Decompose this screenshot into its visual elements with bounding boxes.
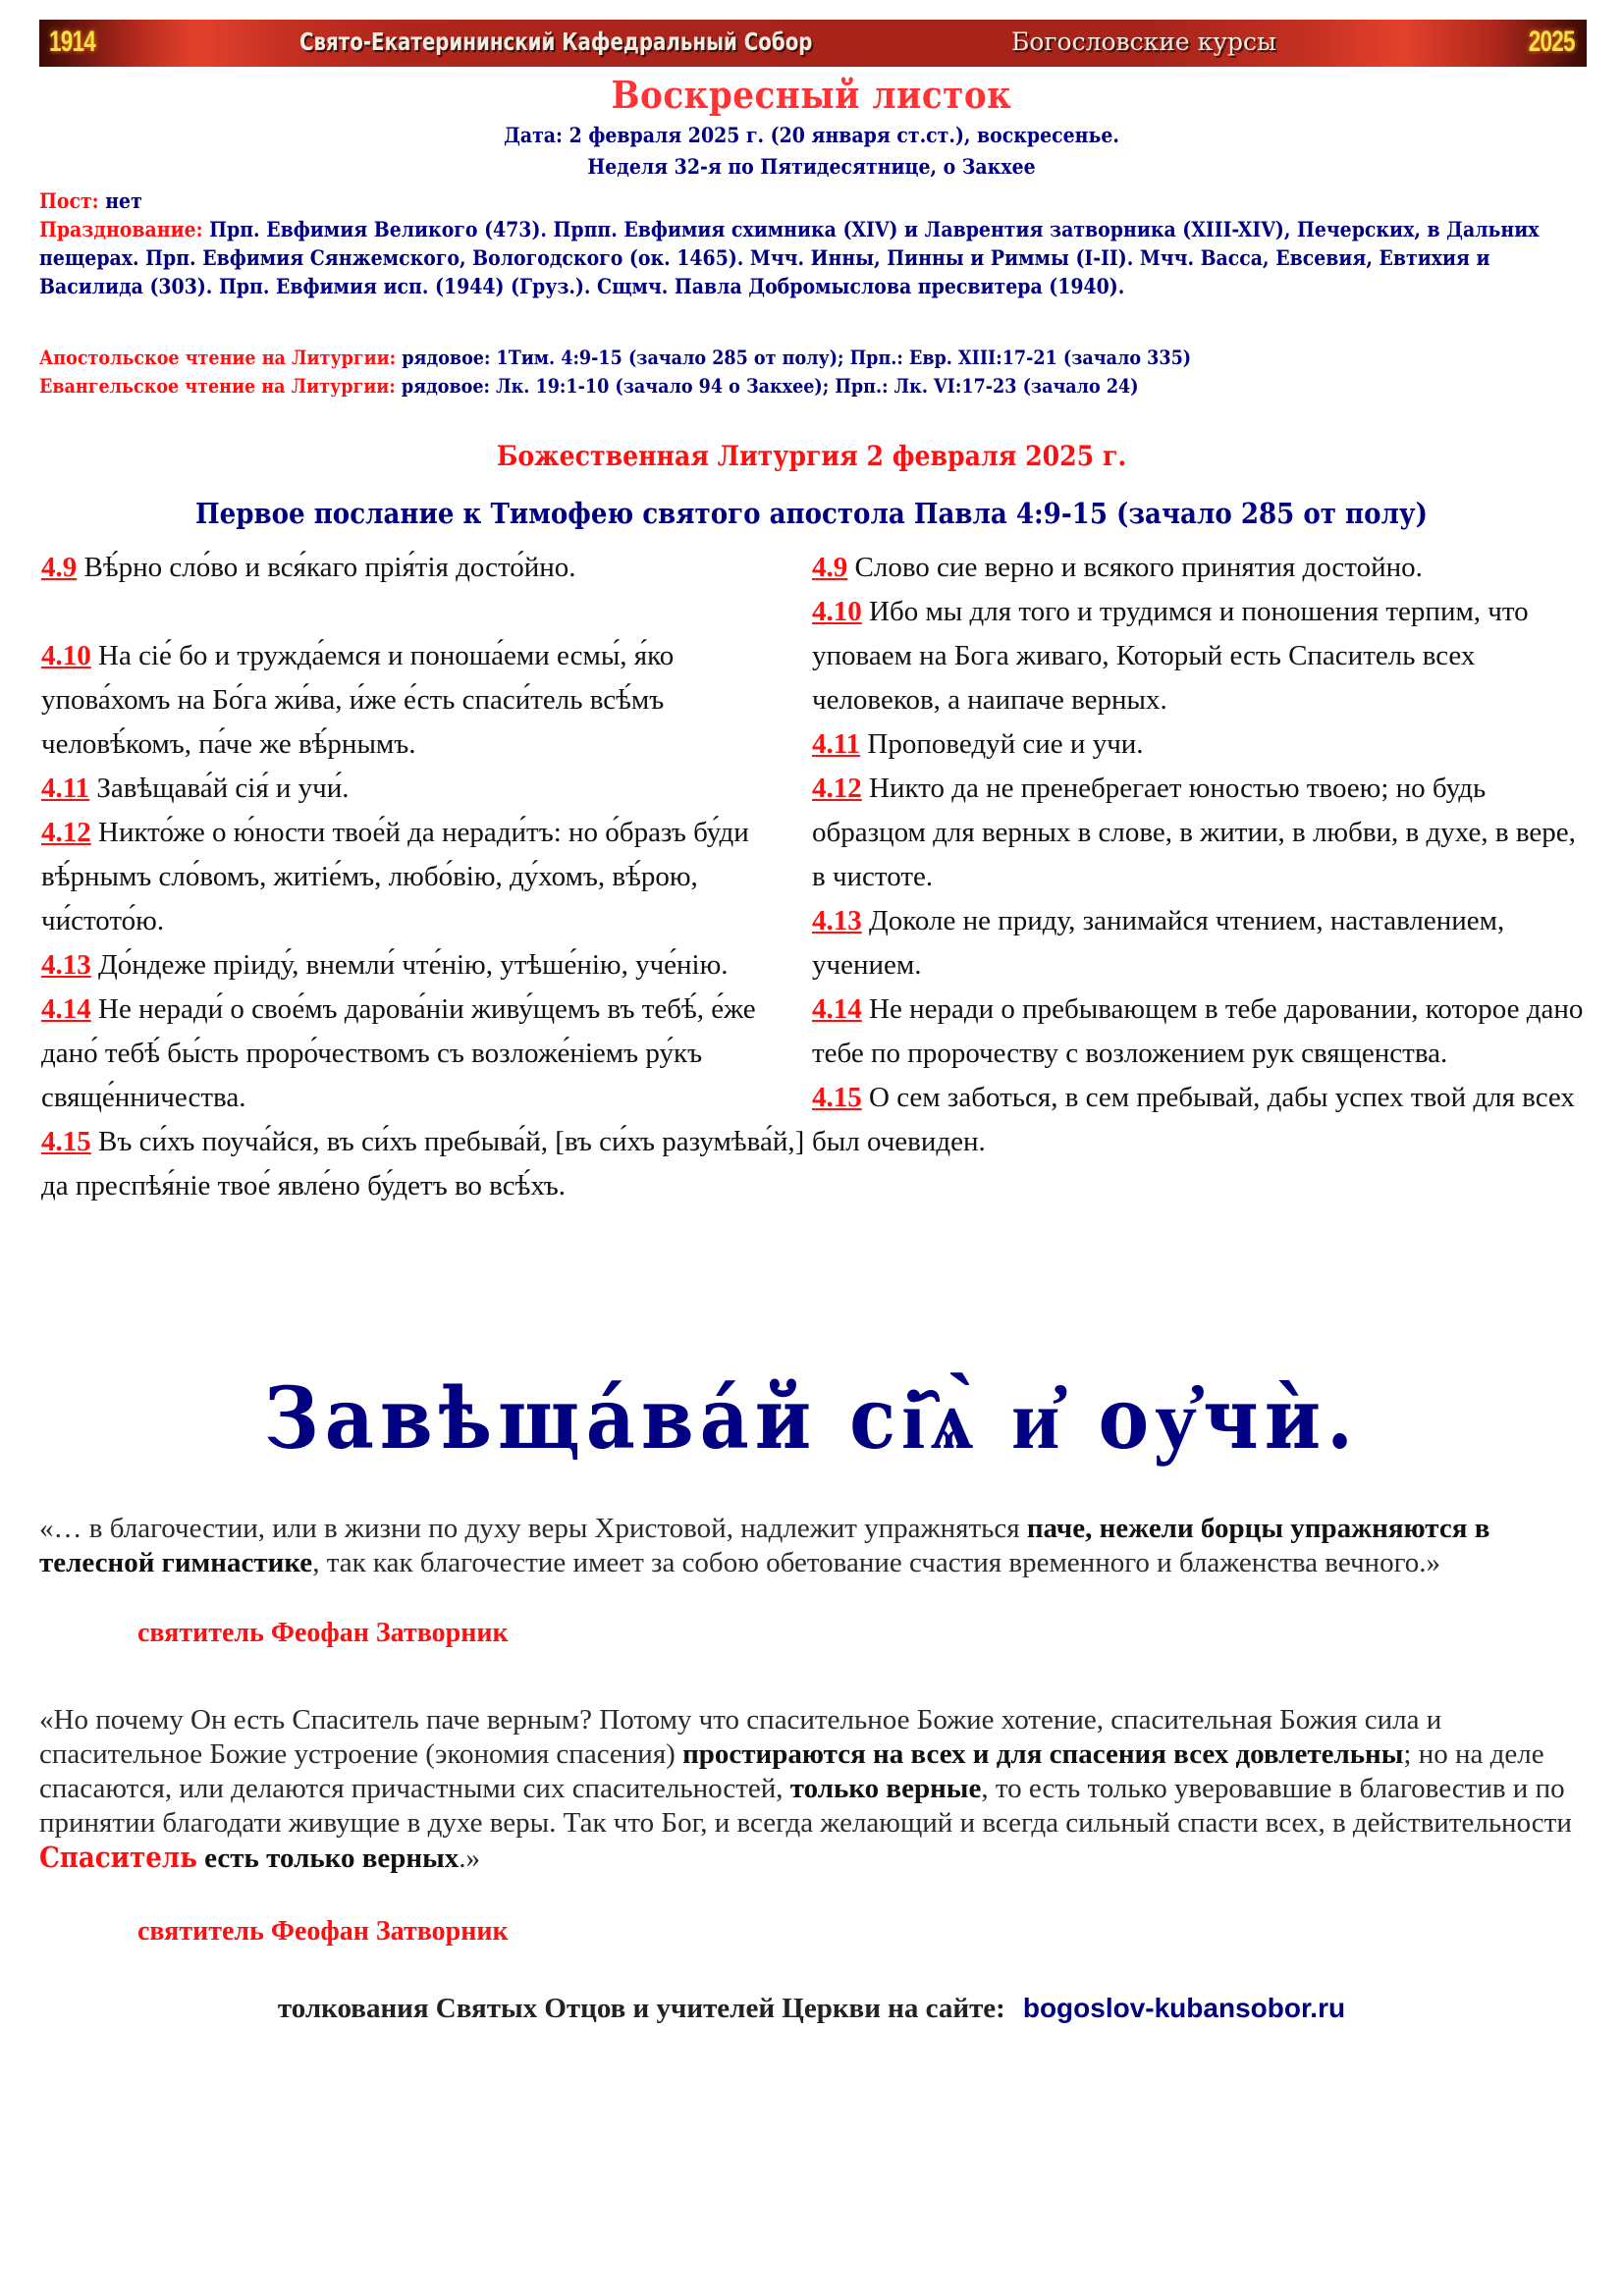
verse-text: Не неради́ о свое́мъ дарова́нiи живу́щемъ въ тебѣ́, е́же дано́ тебѣ́ бы́сть проро́чествомъ съ возложе́нiемъ ру́къ свяще́нничества.	[41, 993, 756, 1113]
verse-ru	[812, 988, 1588, 1076]
quote-text: .»	[459, 1842, 481, 1874]
verse-text: Въ си́хъ поуча́йся, въ си́хъ пребыва́й, [въ си́хъ разумѣва́й,] да преспѣя́нiе твое́ явле́но бу́детъ во всѣ́хъ.	[41, 1126, 805, 1201]
quote-author: святитель Феофан Затворник	[137, 1618, 509, 1648]
header-banner	[39, 20, 1587, 67]
verse-number-link[interactable]: 4.12	[812, 773, 862, 804]
verse-ru	[812, 899, 1588, 988]
quote-bold: только верные	[789, 1773, 982, 1804]
fast-info	[39, 187, 1591, 215]
verse-cs	[41, 811, 807, 943]
slavonic-verse-banner: Завѣща́ва́й сі҄ѧ̀ и҆ оу҆чѝ.	[263, 1369, 1360, 1468]
verse-text: О сем заботься, в сем пребывай, дабы успех твой для всех был очевиден.	[812, 1082, 1575, 1157]
verse-number-link[interactable]: 4.14	[41, 993, 91, 1025]
gospel-reading	[39, 372, 1591, 400]
liturgy-title: Божественная Литургия 2 февраля 2025 г.	[496, 440, 1127, 472]
quote-2	[39, 1703, 1591, 1876]
verse-number-link[interactable]: 4.9	[41, 552, 78, 583]
banner-year-right: 2025	[1528, 26, 1575, 58]
verse-ru	[812, 767, 1588, 899]
verse-ru	[812, 546, 1588, 590]
verse-ru	[812, 722, 1588, 767]
quote-bold: паче, нежели борцы упражняются в телесной гимнастике	[39, 1513, 1490, 1578]
date-line: Дата: 2 февраля 2025 г. (20 января ст.ст.), воскресенье.	[504, 123, 1119, 147]
verse-cs	[41, 546, 807, 590]
page-title: Воскресный листок	[611, 73, 1012, 117]
verse-cs	[41, 1120, 807, 1208]
verse-number-link[interactable]: 4.11	[41, 773, 90, 804]
quote-text: , так как благочестие имеет за собою обетование счастия временного и блаженства вечного.»	[312, 1547, 1441, 1578]
russian-column	[812, 546, 1588, 1164]
verse-text: Слово сие верно и всякого принятия достойно.	[854, 552, 1423, 583]
quote-text: ; но на деле спасаются, или делаются причастными сих спасительностей,	[39, 1738, 1544, 1804]
verse-number-link[interactable]: 4.13	[41, 949, 91, 981]
quote-bold: простираются на всех и для спасения всех довлетельны	[682, 1738, 1404, 1770]
verse-number-link[interactable]: 4.15	[41, 1126, 91, 1157]
verse-text: Проповедуй сие и учи.	[867, 728, 1144, 760]
verse-number-link[interactable]: 4.13	[812, 905, 862, 936]
quote-author: святитель Феофан Затворник	[137, 1916, 509, 1947]
verse-text: На сiе́ бо и тружда́емся и поноша́еми есмы́, я́ко упова́хомъ на Бо́га жи́ва, и́же е́сть спаси́тель всѣ́мъ человѣ́комъ, па́че же вѣ́рнымъ.	[41, 640, 675, 760]
fast-label: Пост:	[39, 188, 99, 213]
epistle-title: Первое послание к Тимофею святого апостола Павла 4:9-15 (зачало 285 от полу)	[195, 497, 1428, 530]
quote-bold: есть только верных	[196, 1842, 460, 1874]
footer-text: толкования Святых Отцов и учителей Церкви на сайте:	[277, 1993, 1005, 2024]
verse-cs	[41, 988, 807, 1120]
verse-text: Завѣщава́й сiя́ и учи́.	[96, 773, 350, 804]
feast-value: Прп. Евфимия Великого (473). Прпп. Евфимия схимника (XIV) и Лаврентия затворника (XIII-XIV), Печерских, в Дальних пещерах. Прп. Евфимия Сянжемского, Вологодского (ок. 1465). Мчч. Инны, Пинны и Риммы (I-II). Мчч. Васса, Евсевия, Евтихия и Василида (303). Прп. Евфимия исп. (1944) (Груз.). Сщмч. Павла Добромыслова пресвитера (1940).	[39, 217, 1540, 298]
verse-number-link[interactable]: 4.11	[812, 728, 861, 760]
fast-value: нет	[105, 188, 142, 213]
quote-text: «… в благочестии, или в жизни по духу веры Христовой, надлежит упражняться	[39, 1513, 1027, 1544]
apostle-label: Апостольское чтение на Литургии:	[39, 347, 397, 369]
verse-number-link[interactable]: 4.14	[812, 993, 862, 1025]
site-link[interactable]: bogoslov-kubansobor.ru	[1022, 1993, 1346, 2023]
verse-text: Никто да не пренебрегает юностью твоею; но будь образцом для верных в слове, в житии, в любви, в духе, в вере, в чистоте.	[812, 773, 1576, 892]
feast-info	[39, 215, 1591, 300]
apostle-value: рядовое: 1Тим. 4:9-15 (зачало 285 от полу); Прп.: Евр. XIII:17-21 (зачало 335)	[402, 347, 1192, 369]
verse-ru	[812, 1076, 1588, 1164]
verse-text: Не неради о пребывающем в тебе даровании, которое дано тебе по пророчеству с возложением рук священства.	[812, 993, 1584, 1069]
quote-1	[39, 1512, 1591, 1580]
quote-text: , то есть только уверовавшие в благовестив и по принятии благодати живущие в духе веры. Так что Бог, и всегда желающий и всегда сильный спасти всех, в действительности	[39, 1773, 1572, 1839]
verse-number-link[interactable]: 4.9	[812, 552, 848, 583]
gospel-label: Евангельское чтение на Литургии:	[39, 375, 396, 398]
banner-cathedral-title: Свято-Екатерининский Кафедральный Собор	[299, 27, 813, 56]
verse-number-link[interactable]: 4.12	[41, 817, 91, 848]
apostle-reading	[39, 344, 1591, 372]
verse-text: Никто́же о ю́ности твое́й да неради́тъ: но о́бразъ бу́ди вѣ́рнымъ сло́вомъ, житiе́мъ, любо́вiю, ду́хомъ, вѣ́рою, чи́стото́ю.	[41, 817, 749, 936]
verse-cs	[41, 943, 807, 988]
verse-text: До́ндеже прiиду́, внемли́ чте́нiю, утѣше́нiю, уче́нiю.	[98, 949, 729, 981]
quote-text: «Но почему Он есть Спаситель паче верным? Потому что спасительное Божие хотение, спасительная Божия сила и спасительное Божие устроение (экономия спасения)	[39, 1704, 1442, 1770]
banner-courses-title: Богословские курсы	[1011, 27, 1276, 56]
church-slavonic-column	[41, 546, 807, 1208]
banner-year-left: 1914	[49, 26, 96, 58]
verse-ru	[812, 590, 1588, 722]
verse-text: Ибо мы для того и трудимся и поношения терпим, что уповаем на Бога живаго, Который есть Спаситель всех человеков, а наипаче верных.	[812, 596, 1529, 716]
week-line: Неделя 32-я по Пятидесятнице, о Закхее	[587, 154, 1036, 179]
feast-label: Празднование:	[39, 217, 203, 241]
footer	[0, 1993, 1623, 2025]
verse-number-link[interactable]: 4.15	[812, 1082, 862, 1113]
verse-number-link[interactable]: 4.10	[812, 596, 862, 627]
verse-text: Вѣ́рно сло́во и вся́каго прiя́тiя досто́йно.	[83, 552, 576, 583]
verse-text: Доколе не приду, занимайся чтением, наставлением, учением.	[812, 905, 1505, 981]
gospel-value: рядовое: Лк. 19:1-10 (зачало 94 о Закхее); Прп.: Лк. VI:17-23 (зачало 24)	[401, 375, 1139, 398]
verse-cs	[41, 767, 807, 811]
verse-number-link[interactable]: 4.10	[41, 640, 91, 671]
verse-cs	[41, 634, 807, 767]
quote-red-word: Спаситель	[39, 1841, 197, 1874]
